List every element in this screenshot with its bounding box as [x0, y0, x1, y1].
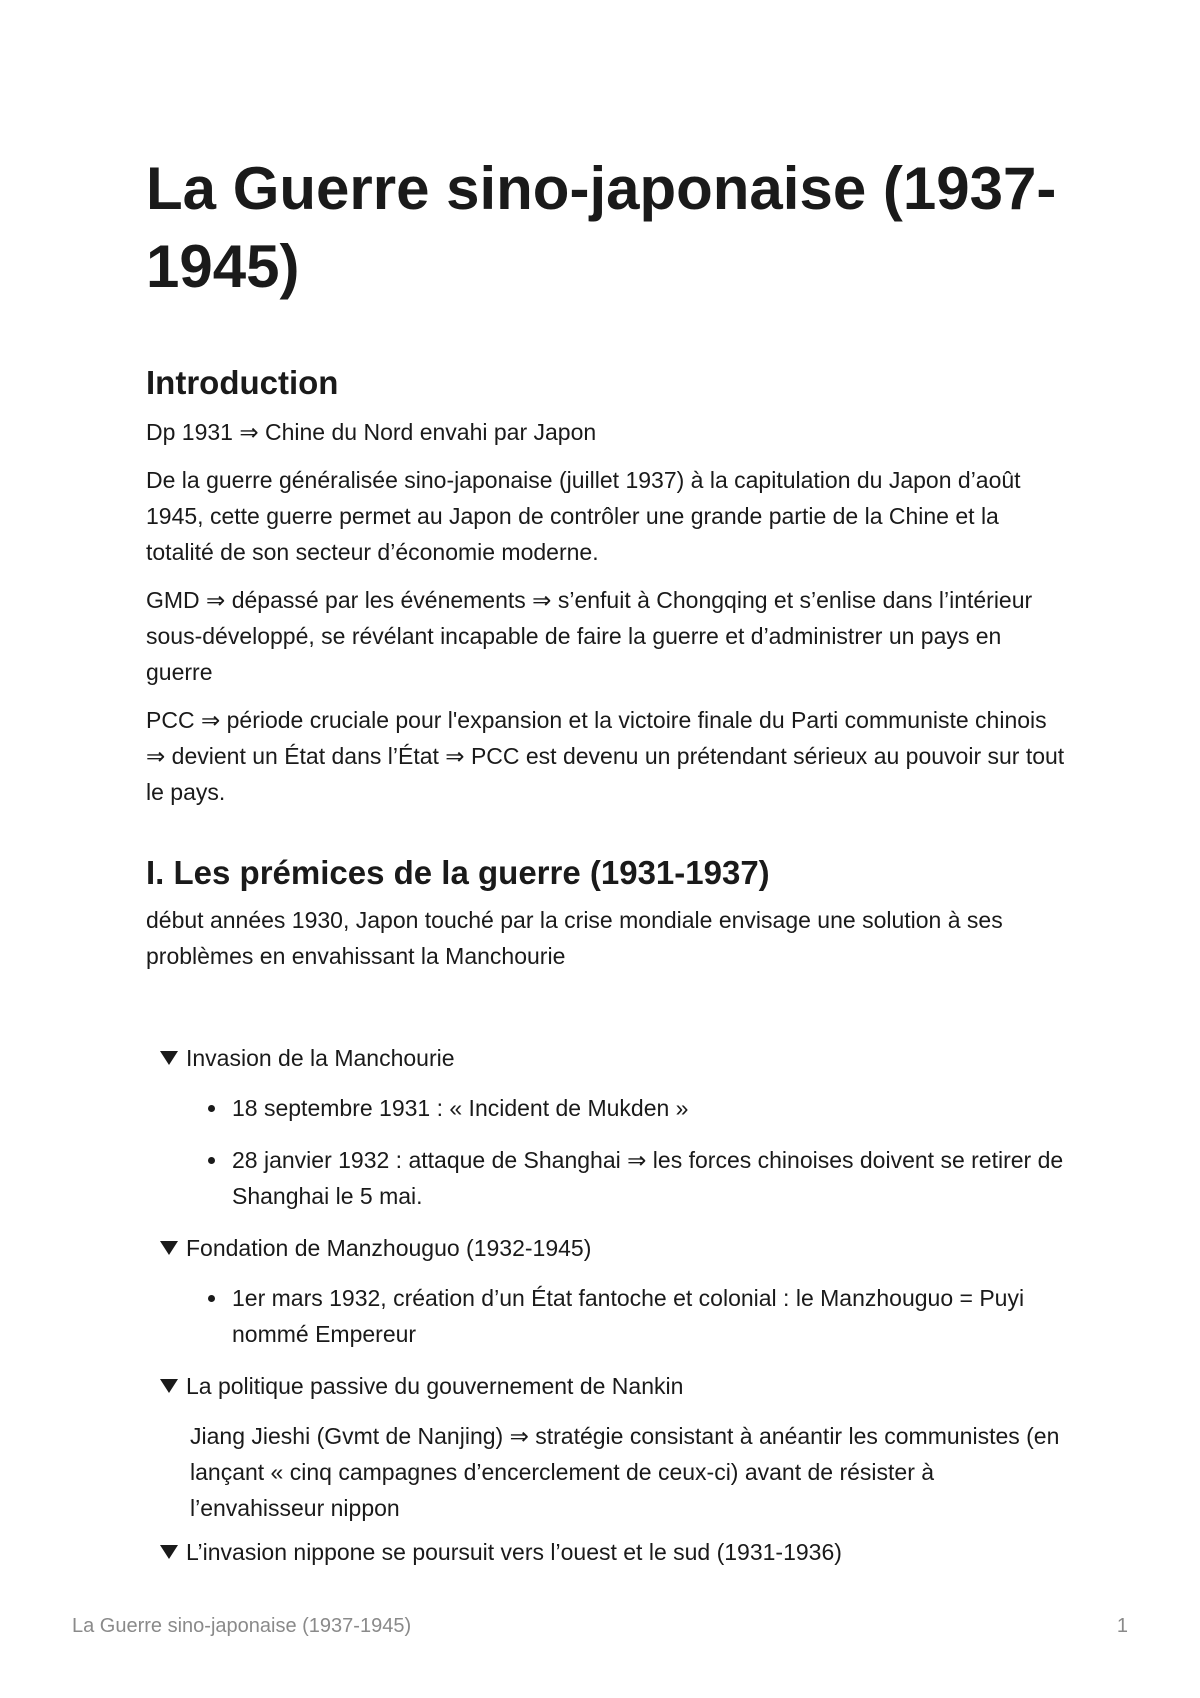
section-1-heading: I. Les prémices de la guerre (1931-1937) [146, 854, 770, 891]
introduction-heading: Introduction [146, 364, 339, 401]
document-page [146, 150, 1066, 1584]
bullet-icon [208, 1105, 215, 1112]
toggle-header[interactable] [160, 1368, 1066, 1404]
list-item-text: 28 janvier 1932 : attaque de Shanghai ⇒ les forces chinoises doivent se retirer de Shanghai le 5 mai. [232, 1147, 1064, 1209]
toggle-header[interactable] [160, 1040, 1066, 1076]
bullet-icon [208, 1295, 215, 1302]
list-item [202, 1090, 1066, 1126]
list-item-text: 18 septembre 1931 : « Incident de Mukden » [232, 1095, 689, 1121]
intro-paragraph-4: PCC ⇒ période cruciale pour l'expansion et la victoire finale du Parti communiste chinois ⇒ devient un État dans l’État ⇒ PCC est devenu un prétendant sérieux au pouvoir sur tout le pays. [146, 707, 1065, 805]
bullet-icon [208, 1157, 215, 1164]
triangle-down-icon[interactable] [160, 1379, 178, 1393]
section-1-paragraph: début années 1930, Japon touché par la crise mondiale envisage une solution à ses problèmes en envahissant la Manchourie [146, 907, 1003, 969]
footer-title: La Guerre sino-japonaise (1937-1945) [72, 1615, 412, 1637]
toggle-fondation-manzhouguo[interactable] [160, 1230, 1066, 1352]
page-number: 1 [1116, 1615, 1128, 1637]
toggle-label: La politique passive du gouvernement de Nankin [186, 1373, 684, 1399]
toggle-header[interactable] [160, 1230, 1066, 1266]
toggle-header[interactable] [160, 1534, 1066, 1570]
toggle-body-text: Jiang Jieshi (Gvmt de Nanjing) ⇒ stratégie consistant à anéantir les communistes (en lançant « cinq campagnes d’encerclement de ceux-ci) avant de résister à l’envahisseur nippon [190, 1423, 1060, 1521]
intro-paragraph-3: GMD ⇒ dépassé par les événements ⇒ s’enfuit à Chongqing et s’enlise dans l’intérieur sous-développé, se révélant incapable de faire la guerre et d’administrer un pays en guerre [146, 587, 1033, 685]
bullet-list [160, 1280, 1066, 1352]
list-item [202, 1280, 1066, 1352]
toggle-label: Invasion de la Manchourie [186, 1045, 455, 1071]
toggle-label: Fondation de Manzhouguo (1932-1945) [186, 1235, 592, 1261]
intro-paragraph-1: Dp 1931 ⇒ Chine du Nord envahi par Japon [146, 419, 597, 445]
toggle-invasion-ouest-sud[interactable] [160, 1534, 1066, 1570]
toggle-label: L’invasion nippone se poursuit vers l’ouest et le sud (1931-1936) [186, 1539, 842, 1565]
list-item-text: 1er mars 1932, création d’un État fantoche et colonial : le Manzhouguo = Puyi nommé Empereur [232, 1285, 1025, 1347]
triangle-down-icon[interactable] [160, 1051, 178, 1065]
triangle-down-icon[interactable] [160, 1545, 178, 1559]
bullet-list [160, 1090, 1066, 1214]
page-title: La Guerre sino-japonaise (1937-1945) [146, 155, 1057, 300]
triangle-down-icon[interactable] [160, 1241, 178, 1255]
intro-paragraph-2: De la guerre généralisée sino-japonaise (juillet 1937) à la capitulation du Japon d’août 1945, cette guerre permet au Japon de contrôler une grande partie de la Chine et la totalité de son secteur d’économie moderne. [146, 467, 1021, 565]
list-item [202, 1142, 1066, 1214]
toggle-politique-nankin[interactable] [160, 1368, 1066, 1526]
toggle-invasion-manchourie[interactable] [160, 1040, 1066, 1214]
page-footer [72, 1615, 1128, 1638]
empty-block [146, 986, 1066, 1040]
